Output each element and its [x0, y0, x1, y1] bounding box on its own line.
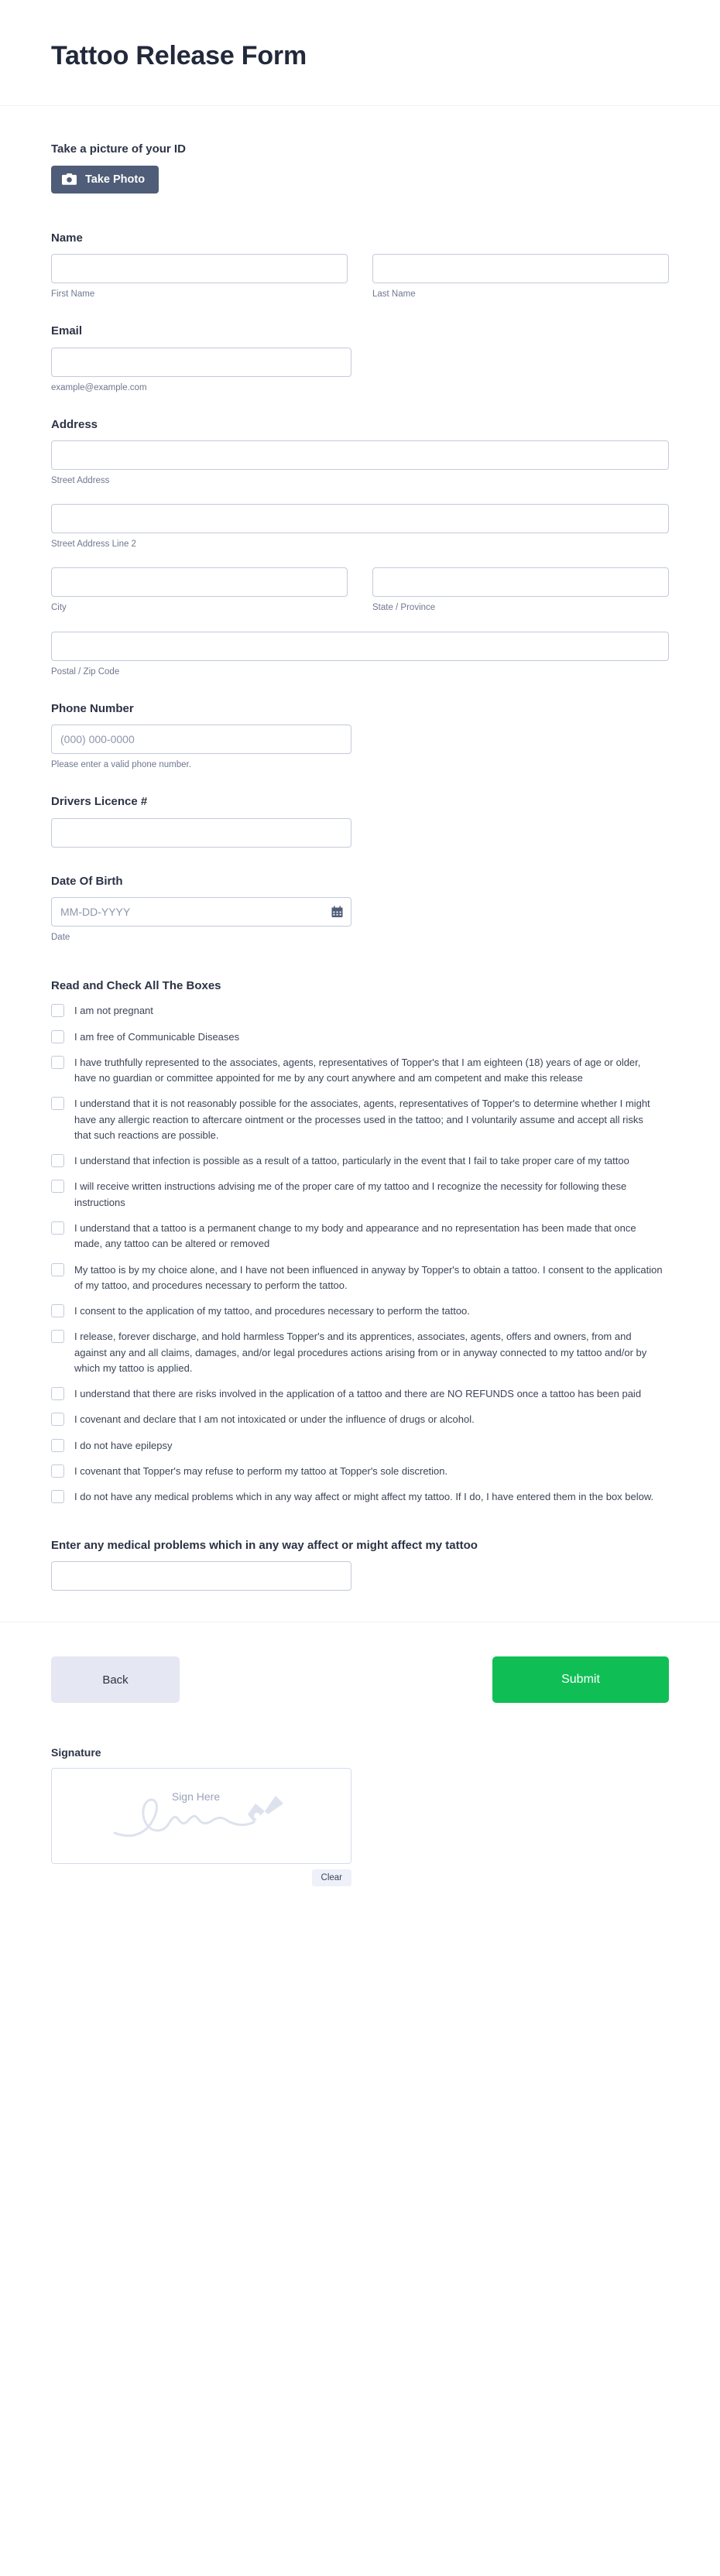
dob-sublabel: Date — [51, 933, 70, 943]
city-sublabel: City — [51, 603, 67, 613]
signature-section — [0, 1703, 720, 1923]
dob-input[interactable] — [51, 897, 351, 927]
street-address-2-sublabel: Street Address Line 2 — [51, 540, 136, 550]
first-name-input[interactable] — [51, 254, 348, 283]
agreement-label[interactable]: I consent to the application of my tattoo, and procedures necessary to perform the tattoo. — [74, 1305, 470, 1317]
last-name-input[interactable] — [372, 254, 669, 283]
email-sublabel: example@example.com — [51, 382, 147, 392]
email-input[interactable] — [51, 348, 351, 377]
agreement-item — [51, 1179, 669, 1211]
agreement-label[interactable]: I understand that infection is possible as a result of a tattoo, particularly in the event that I fail to take proper care of my tattoo — [74, 1155, 629, 1167]
email-field-group — [51, 324, 669, 394]
agreement-item — [51, 1096, 669, 1143]
agreement-label[interactable]: I am not pregnant — [74, 1005, 153, 1017]
agreements-heading: Read and Check All The Boxes — [51, 979, 221, 993]
agreement-label[interactable]: I covenant and declare that I am not intoxicated or under the influence of drugs or alcohol. — [74, 1413, 475, 1426]
agreement-item — [51, 1386, 669, 1402]
signature-pad[interactable] — [51, 1768, 351, 1864]
street-address-input[interactable] — [51, 440, 669, 470]
name-row — [51, 254, 669, 300]
agreement-item — [51, 1489, 669, 1505]
agreement-checkbox[interactable] — [51, 1387, 64, 1400]
city-column — [51, 567, 348, 614]
dob-field-group — [51, 874, 669, 944]
postal-code-sublabel: Postal / Zip Code — [51, 666, 120, 677]
agreement-checkbox[interactable] — [51, 1030, 64, 1043]
form-body — [0, 106, 720, 1591]
state-province-sublabel: State / Province — [372, 603, 436, 613]
last-name-column — [372, 254, 669, 300]
street-address-row — [51, 440, 669, 487]
agreement-item — [51, 1464, 669, 1479]
agreement-item — [51, 1153, 669, 1169]
agreement-label[interactable]: I covenant that Topper's may refuse to perform my tattoo at Topper's sole discretion. — [74, 1464, 448, 1477]
first-name-sublabel: First Name — [51, 289, 95, 300]
agreement-checkbox[interactable] — [51, 1490, 64, 1503]
phone-sublabel: Please enter a valid phone number. — [51, 760, 191, 770]
phone-label: Phone Number — [51, 701, 134, 715]
agreements-list — [51, 1003, 669, 1505]
state-province-input[interactable] — [372, 567, 669, 597]
street-address-2-input[interactable] — [51, 504, 669, 533]
phone-input[interactable] — [51, 724, 351, 754]
agreement-label[interactable]: I am free of Communicable Diseases — [74, 1030, 240, 1043]
agreement-label[interactable]: I will receive written instructions advising me of the proper care of my tattoo and I recognize the necessity for following these instructions — [74, 1180, 627, 1208]
last-name-sublabel: Last Name — [372, 289, 416, 300]
signature-label: Signature — [51, 1746, 101, 1759]
address-field-group — [51, 417, 669, 678]
city-input[interactable] — [51, 567, 348, 597]
licence-input[interactable] — [51, 818, 351, 848]
agreement-item — [51, 1055, 669, 1087]
agreement-item — [51, 1329, 669, 1376]
medical-problems-label: Enter any medical problems which in any way affect or might affect my tattoo — [51, 1539, 478, 1553]
take-photo-button-label: Take Photo — [85, 173, 146, 186]
street-address-sublabel: Street Address — [51, 476, 110, 486]
licence-label: Drivers Licence # — [51, 795, 148, 809]
agreement-checkbox[interactable] — [51, 1180, 64, 1193]
agreement-label[interactable]: I do not have epilepsy — [74, 1439, 173, 1451]
medical-problems-input[interactable] — [51, 1561, 351, 1591]
form-header — [0, 0, 720, 106]
agreement-item — [51, 1029, 669, 1045]
agreement-checkbox[interactable] — [51, 1097, 64, 1110]
dob-input-wrap — [51, 897, 351, 927]
agreements-section — [51, 979, 669, 1505]
agreement-item — [51, 1221, 669, 1252]
postal-code-input[interactable] — [51, 632, 669, 661]
name-field-group — [51, 231, 669, 301]
agreement-label[interactable]: I have truthfully represented to the associates, agents, representatives of Topper's that I am eighteen (18) years of age or older, have no guardian or committee appointed for me by any court anywhere and am competent and make this release — [74, 1056, 641, 1084]
take-photo-field — [51, 142, 669, 194]
address-label: Address — [51, 417, 98, 431]
agreement-label[interactable]: I understand that there are risks involved in the application of a tattoo and there are NO REFUNDS once a tattoo has been paid — [74, 1388, 642, 1400]
agreement-checkbox[interactable] — [51, 1056, 64, 1069]
email-label: Email — [51, 324, 83, 338]
agreement-checkbox[interactable] — [51, 1263, 64, 1276]
agreement-checkbox[interactable] — [51, 1413, 64, 1426]
form-footer — [0, 1622, 720, 1703]
signature-placeholder-text: Sign Here — [171, 1790, 221, 1804]
back-button[interactable]: Back — [51, 1656, 180, 1703]
agreement-item — [51, 1438, 669, 1454]
clear-signature-button[interactable]: Clear — [312, 1869, 351, 1886]
take-photo-label: Take a picture of your ID — [51, 142, 186, 156]
agreement-checkbox[interactable] — [51, 1464, 64, 1478]
submit-button[interactable]: Submit — [492, 1656, 669, 1703]
medical-problems-field — [51, 1539, 669, 1591]
first-name-column — [51, 254, 348, 300]
dob-label: Date Of Birth — [51, 874, 123, 888]
licence-field-group — [51, 794, 669, 848]
agreement-checkbox[interactable] — [51, 1304, 64, 1317]
state-column — [372, 567, 669, 614]
street-address-2-row — [51, 504, 669, 550]
page-title: Tattoo Release Form — [51, 41, 307, 70]
agreement-label[interactable]: I understand that a tattoo is a permanent change to my body and appearance and no representation has been made that once made, any tattoo can be altered or removed — [74, 1222, 636, 1250]
camera-icon — [62, 173, 77, 185]
agreement-checkbox[interactable] — [51, 1154, 64, 1167]
agreement-item — [51, 1003, 669, 1019]
agreement-label[interactable]: I do not have any medical problems which in any way affect or might affect my tattoo. If I do, I have entered them in the box below. — [74, 1491, 654, 1503]
signature-actions — [51, 1869, 351, 1886]
agreement-label[interactable]: I understand that it is not reasonably possible for the associates, agents, representatives of Topper's to determine whether I might have any allergic reaction to aftercare ointment or the processes used in the tattoo; and I voluntarily assume and accept all risks that such reactions are possible. — [74, 1098, 650, 1141]
agreement-checkbox[interactable] — [51, 1330, 64, 1343]
agreement-item — [51, 1412, 669, 1427]
phone-field-group — [51, 701, 669, 772]
signature-placeholder-graphic — [52, 1769, 351, 1863]
name-label: Name — [51, 231, 83, 245]
agreement-label[interactable]: I release, forever discharge, and hold harmless Topper's and its apprentices, associates, agents, offers and owners, from and against any and all claims, damages, and/or legal procedures actions arising from or in anyway connected to my tattoo and/or by which my tattoo is applied. — [74, 1331, 647, 1374]
agreement-item — [51, 1303, 669, 1319]
agreement-item — [51, 1262, 669, 1294]
agreement-label[interactable]: My tattoo is by my choice alone, and I have not been influenced in anyway by Topper's to obtain a tattoo. I consent to the application of my tattoo, and procedures necessary to perform the tattoo. — [74, 1263, 663, 1291]
city-state-row — [51, 567, 669, 614]
agreement-checkbox[interactable] — [51, 1221, 64, 1235]
postal-code-row — [51, 632, 669, 678]
calendar-icon[interactable] — [331, 906, 343, 918]
take-photo-button[interactable] — [51, 166, 159, 194]
agreement-checkbox[interactable] — [51, 1439, 64, 1452]
agreement-checkbox[interactable] — [51, 1004, 64, 1017]
